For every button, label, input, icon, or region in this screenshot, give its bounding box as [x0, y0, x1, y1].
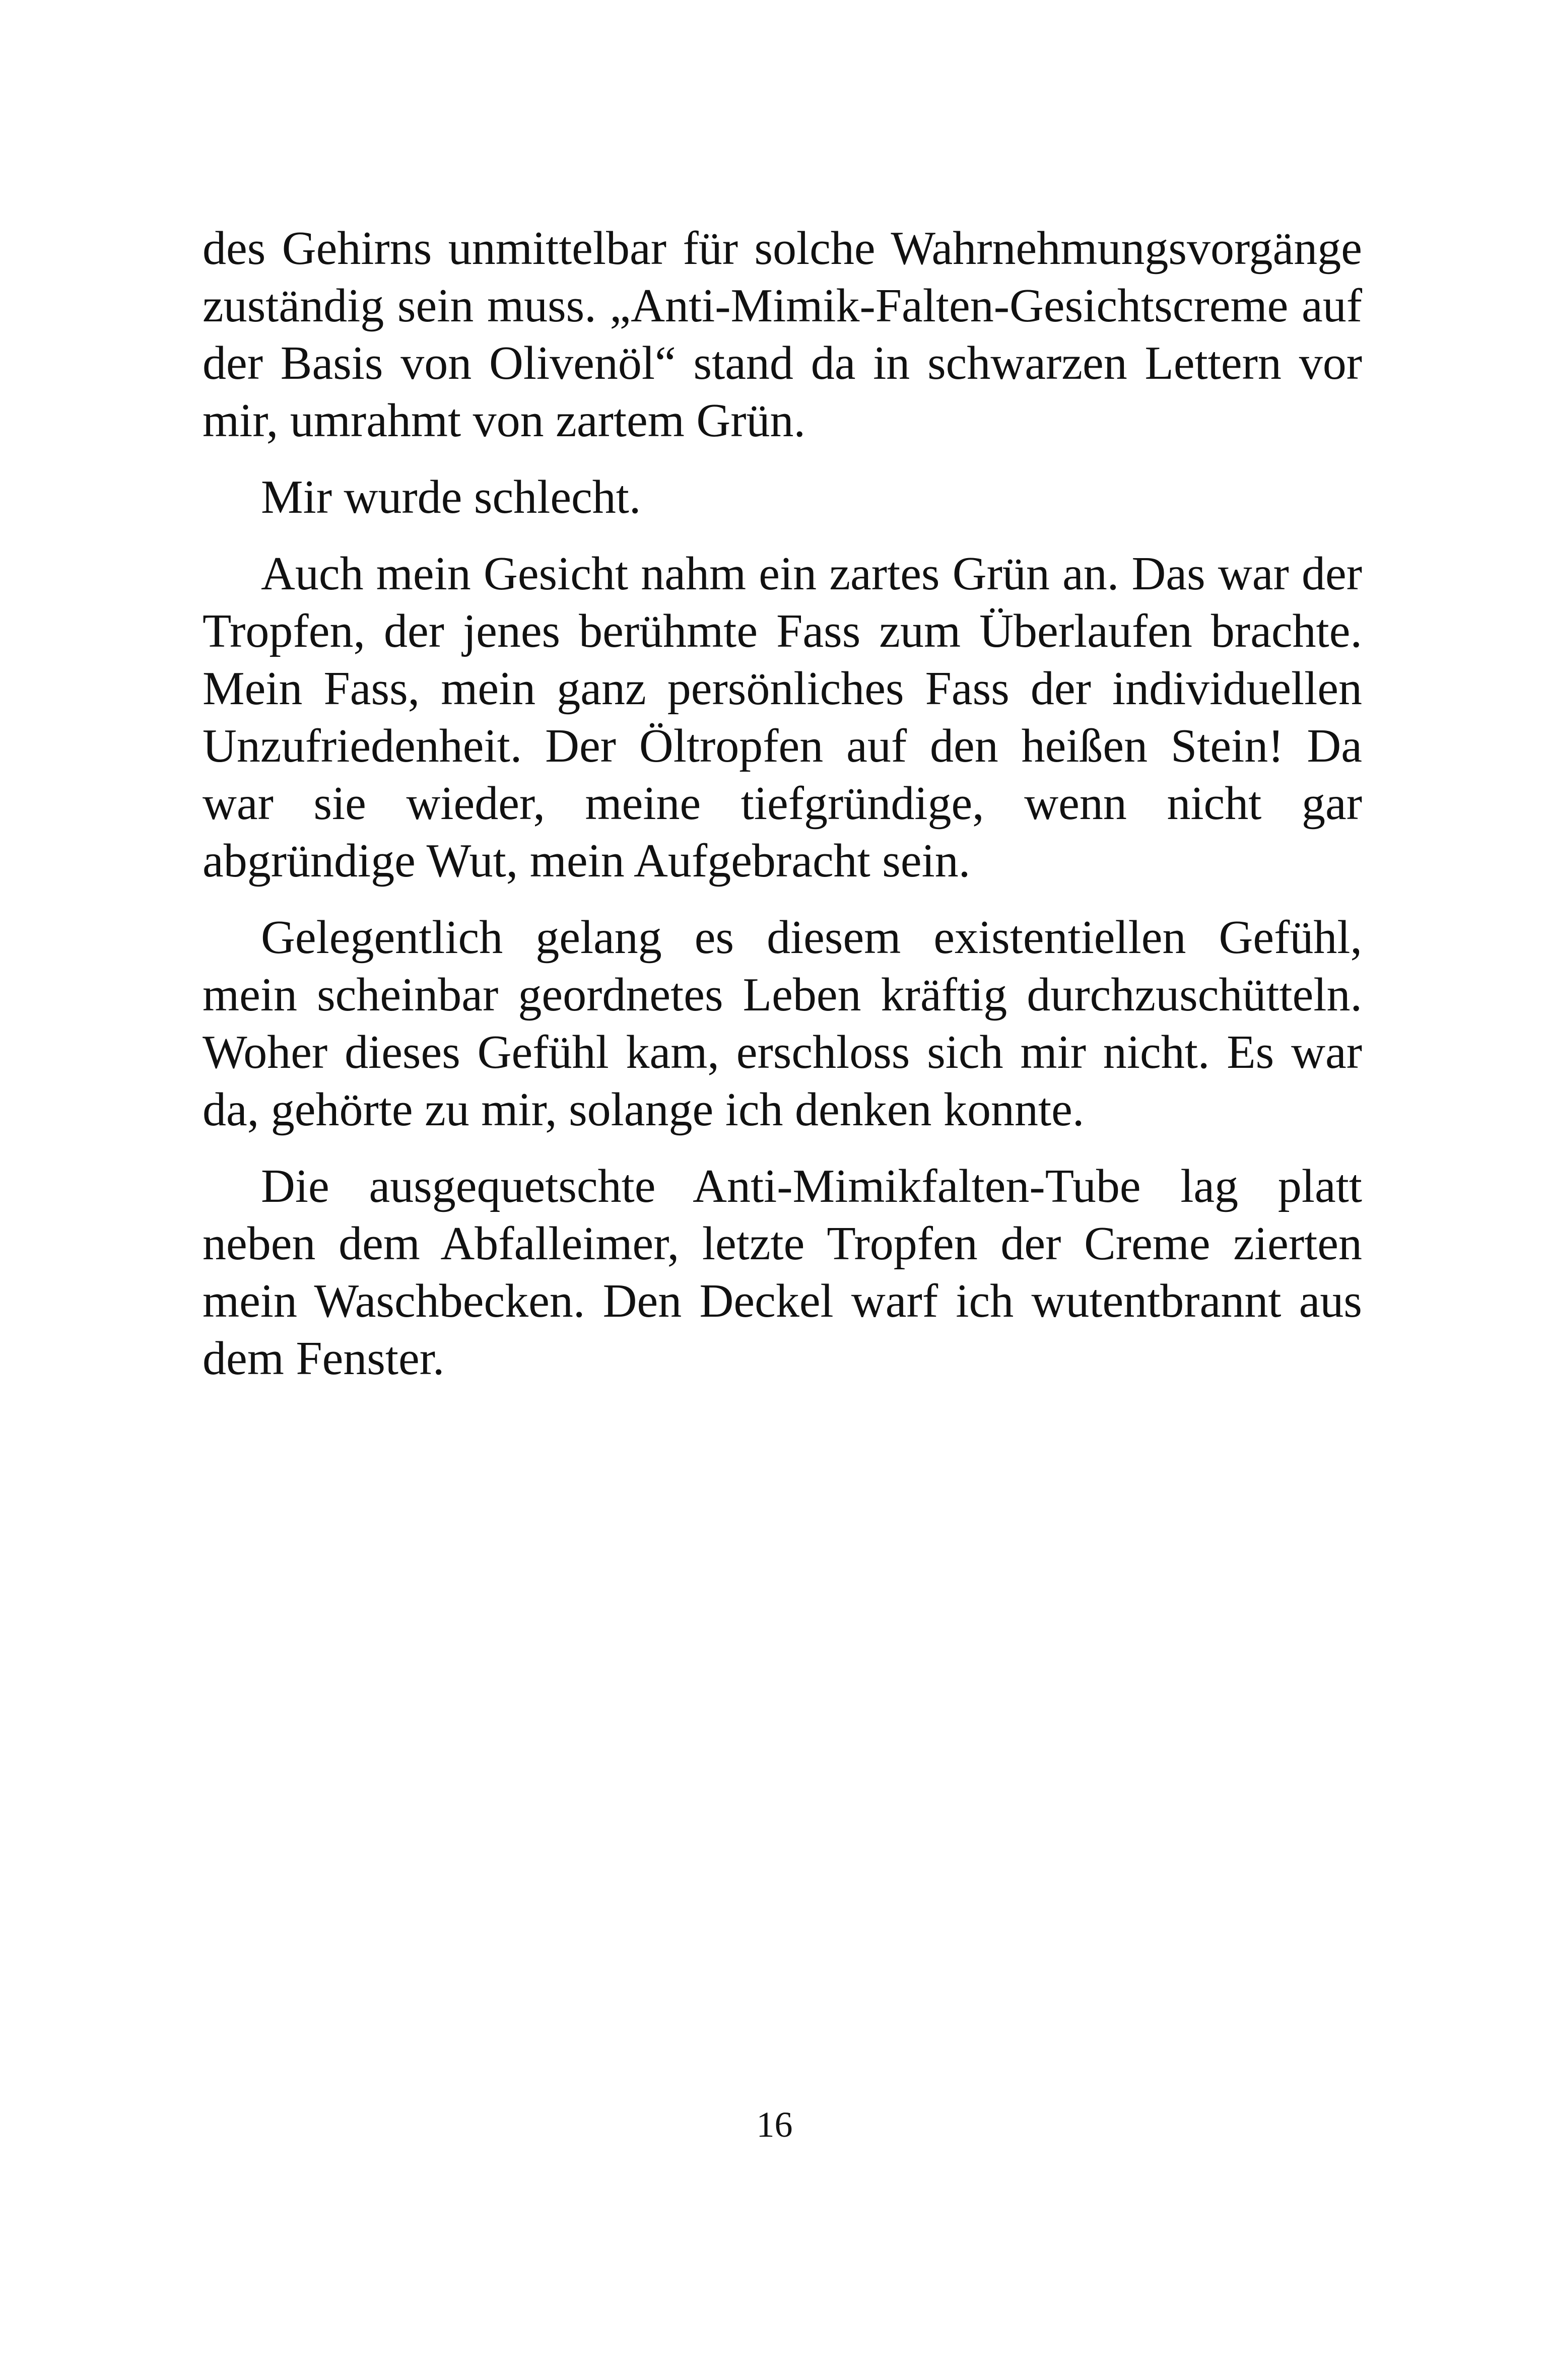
page-number: 16	[756, 2104, 793, 2145]
paragraph-continuation: des Gehirns unmittelbar für solche Wahrnehmungsvorgänge zuständig sein muss. „Anti-Mimik-Falten-Gesichtscreme auf der Basis von Olivenöl“ stand da in schwarzen Lettern vor mir, umrahmt von zartem Grün.	[203, 222, 1362, 447]
paragraph: Auch mein Gesicht nahm ein zartes Grün an. Das war der Tropfen, der jenes berühmte Fass zum Überlaufen brachte. Mein Fass, mein ganz persönliches Fass der individuellen Unzufriedenheit. Der Öltropfen auf den heißen Stein! Da war sie wieder, meine tiefgründige, wenn nicht gar abgründige Wut, mein Aufgebracht sein.	[203, 548, 1362, 887]
paragraph: Mir wurde schlecht.	[261, 471, 641, 523]
paragraph: Die ausgequetschte Anti-Mimikfalten-Tube lag platt neben dem Abfalleimer, letzte Tropfen der Creme zierten mein Waschbecken. Den Deckel warf ich wutentbrannt aus dem Fenster.	[203, 1160, 1362, 1385]
paragraph: Gelegentlich gelang es diesem existentiellen Gefühl, mein scheinbar geordnetes Leben kräftig durchzuschütteln. Woher dieses Gefühl kam, erschloss sich mir nicht. Es war da, gehörte zu mir, solange ich denken konnte.	[203, 911, 1362, 1136]
body-text	[203, 220, 1362, 1406]
